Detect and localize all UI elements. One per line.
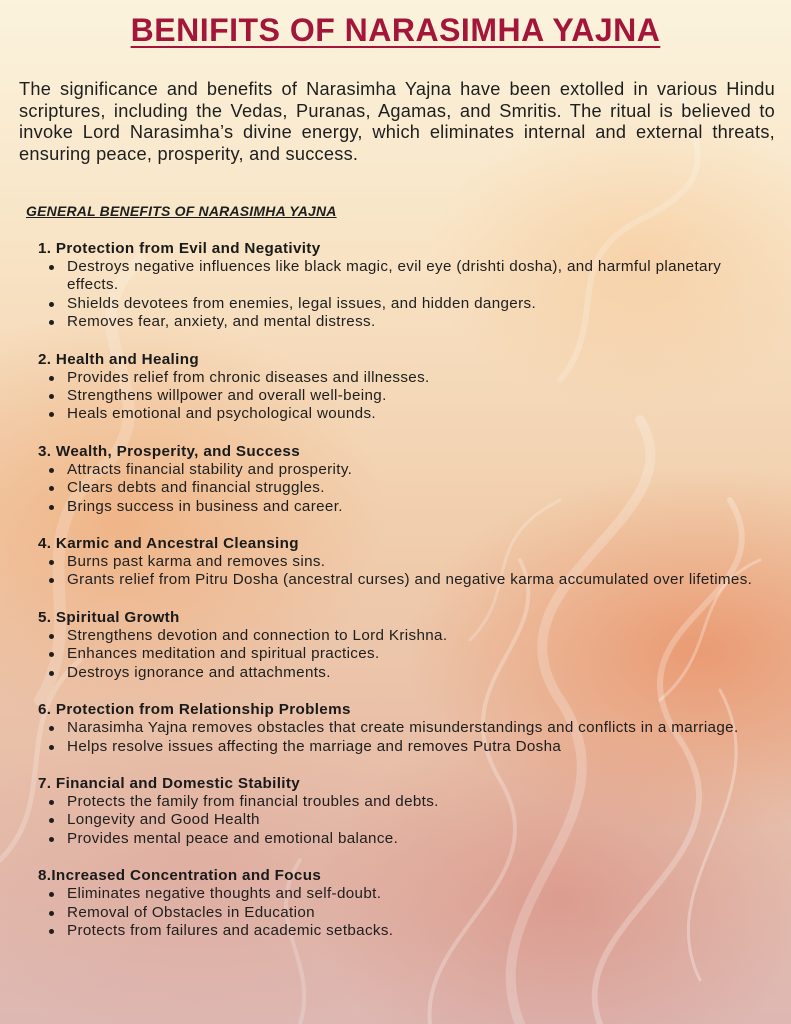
benefit-section [38,534,758,590]
bullet-dot-icon [49,412,54,417]
benefit-bullet-list [38,627,758,682]
benefit-section-title: 1. Protection from Evil and Negativity [38,240,321,257]
benefit-bullet [38,811,758,829]
benefit-bullet [38,479,758,497]
benefit-bullet [38,885,758,903]
benefit-bullet [38,793,758,811]
benefit-bullet [38,922,758,940]
benefit-bullet [38,645,758,663]
benefit-section [38,866,758,940]
benefit-section-title: 8.Increased Concentration and Focus [38,867,322,885]
benefit-bullet-text: Brings success in business and career. [67,497,343,515]
benefit-bullet [38,571,758,589]
benefit-bullet [38,369,758,387]
benefit-section-title: 7. Financial and Domestic Stability [38,774,301,792]
benefit-bullet-text: Clears debts and financial struggles. [67,479,325,497]
benefit-bullet-list [38,793,758,848]
benefit-bullet-text: Protects the family from financial troubles and debts. [67,792,439,810]
benefit-bullet-text: Strengthens willpower and overall well-being. [67,387,387,405]
bullet-dot-icon [49,265,54,270]
bullet-dot-icon [49,505,54,510]
benefit-bullet-text: Strengthens devotion and connection to Lord Krishna. [67,626,448,644]
bullet-dot-icon [49,671,54,676]
benefit-bullet-text: Provides mental peace and emotional balance. [67,829,399,847]
bullet-dot-icon [49,892,54,897]
benefit-bullet [38,719,758,737]
benefit-section [38,350,758,424]
bullet-dot-icon [49,376,54,381]
bullet-dot-icon [49,320,54,325]
benefit-bullet-text: Removes fear, anxiety, and mental distress. [67,313,376,331]
bullet-dot-icon [49,929,54,934]
bullet-dot-icon [49,818,54,823]
benefit-bullet [38,904,758,922]
benefit-bullet-text: Eliminates negative thoughts and self-doubt. [67,885,382,903]
benefit-bullet-text: Destroys ignorance and attachments. [67,663,331,681]
benefit-section-title: 2. Health and Healing [38,350,199,368]
bullet-dot-icon [49,468,54,473]
benefit-bullet [38,830,758,848]
benefit-bullet-list [38,719,758,756]
benefit-bullet [38,553,758,571]
benefit-section-title: 4. Karmic and Ancestral Cleansing [38,535,299,553]
benefit-section [38,700,758,756]
bullet-dot-icon [49,578,54,583]
section-subheading: GENERAL BENEFITS OF NARASIMHA YAJNA [26,203,337,219]
benefit-bullet [38,295,758,313]
benefit-bullet-list [38,461,758,516]
benefit-section-title: 6. Protection from Relationship Problems [38,701,351,719]
benefit-bullet-text: Heals emotional and psychological wounds. [67,405,376,423]
benefit-bullet-text: Longevity and Good Health [67,811,260,829]
benefit-bullet-text: Attracts financial stability and prosperity. [67,460,353,478]
benefit-bullet [38,461,758,479]
benefit-bullet-text: Destroys negative influences like black magic, evil eye (drishti dosha), and harmful planetary effects. [67,258,722,294]
benefit-bullet-text: Removal of Obstacles in Education [67,903,315,921]
bullet-dot-icon [49,634,54,639]
benefit-bullet [38,627,758,645]
benefit-bullet-text: Provides relief from chronic diseases and illnesses. [67,368,430,386]
bullet-dot-icon [49,652,54,657]
benefits-list [38,239,758,958]
benefit-bullet-list [38,553,758,590]
benefit-bullet-text: Grants relief from Pitru Dosha (ancestral curses) and negative karma accumulated over lifetimes. [67,571,753,589]
bullet-dot-icon [49,911,54,916]
benefit-bullet [38,387,758,405]
benefit-bullet-list [38,369,758,424]
benefit-bullet-text: Protects from failures and academic setbacks. [67,921,394,939]
benefit-bullet [38,313,758,331]
bullet-dot-icon [49,486,54,491]
benefit-bullet-text: Burns past karma and removes sins. [67,553,326,571]
benefit-section [38,608,758,682]
benefit-bullet-list [38,885,758,940]
intro-paragraph: The significance and benefits of Narasimha Yajna have been extolled in various Hindu scriptures, including the Vedas, Puranas, Agamas, and Smritis. The ritual is believed to invoke Lord Narasimha’s divine energy, which eliminates internal and external threats, ensuring peace, prosperity, and success. [19,79,775,164]
benefit-section [38,442,758,516]
benefit-section [38,774,758,848]
benefit-bullet-list [38,258,758,332]
benefit-bullet-text: Narasimha Yajna removes obstacles that create misunderstandings and conflicts in a marriage. [67,719,739,737]
bullet-dot-icon [49,560,54,565]
benefit-section [38,239,758,332]
bullet-dot-icon [49,726,54,731]
benefit-section-title: 3. Wealth, Prosperity, and Success [38,442,301,460]
benefit-bullet-text: Enhances meditation and spiritual practices. [67,645,380,663]
benefit-bullet [38,258,758,295]
benefit-bullet-text: Helps resolve issues affecting the marriage and removes Putra Dosha [67,737,562,755]
bullet-dot-icon [49,302,54,307]
benefit-section-title: 5. Spiritual Growth [38,608,180,626]
bullet-dot-icon [49,745,54,750]
benefit-bullet-text: Shields devotees from enemies, legal issues, and hidden dangers. [67,294,537,312]
page-title: BENIFITS OF NARASIMHA YAJNA [130,12,661,48]
benefit-bullet [38,405,758,423]
bullet-dot-icon [49,394,54,399]
benefit-bullet [38,498,758,516]
benefit-bullet [38,664,758,682]
bullet-dot-icon [49,800,54,805]
benefit-bullet [38,738,758,756]
bullet-dot-icon [49,837,54,842]
